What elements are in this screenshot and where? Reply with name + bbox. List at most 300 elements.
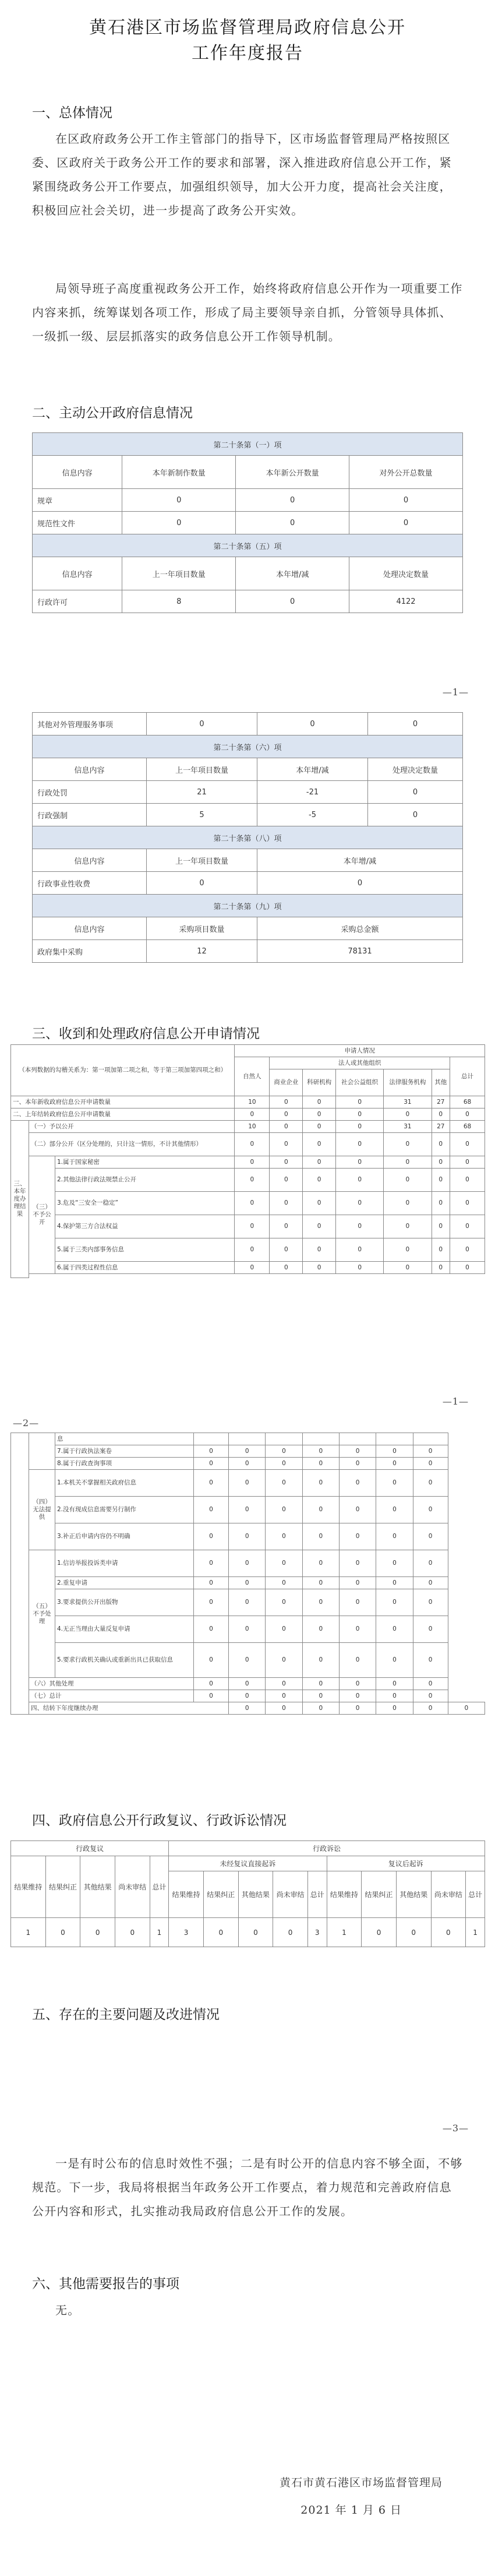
table-cell: 0 [303, 1215, 336, 1238]
table-cell: 0 [303, 1262, 336, 1274]
table-cell: 0 [339, 1470, 376, 1497]
table-cell: 0 [302, 1690, 339, 1702]
table-cell: 0 [302, 1589, 339, 1616]
table-cell: 0 [235, 1108, 270, 1121]
section-heading-review: 四、政府信息公开行政复议、行政诉讼情况 [32, 1813, 287, 1828]
table-cell: 0 [303, 1169, 336, 1192]
table-cell: 0 [368, 804, 463, 826]
table-header-cell: 处理决定数量 [368, 758, 463, 781]
signature-date: 2021 年 1 月 6 日 [300, 2504, 402, 2517]
table-row-label: 1.属于国家秘密 [55, 1156, 235, 1169]
table-band-row: 第二十条第（八）项 [33, 826, 463, 849]
table-header-cell: 其他结果 [238, 1871, 273, 1918]
section-heading-requests: 三、收到和处理政府信息公开申请情况 [32, 1026, 260, 1041]
table-cell: 0 [376, 1445, 413, 1458]
table-cell: 0 [339, 1690, 376, 1702]
table-cell: 0 [432, 1156, 450, 1169]
page-number: —2— [13, 1417, 40, 1428]
table-cell: 0 [339, 1589, 376, 1616]
requests-table-part2 [10, 1433, 485, 1715]
table-cell: 0 [336, 1192, 384, 1215]
section-heading-issues: 五、存在的主要问题及改进情况 [32, 2007, 220, 2022]
table-cell: 政府集中采购 [33, 940, 147, 963]
table-row-label: 6.属于四类过程性信息 [55, 1262, 235, 1274]
table-cell: 0 [413, 1616, 448, 1643]
table-cell: 0 [336, 1156, 384, 1169]
table-cell: 0 [368, 781, 463, 804]
table-cell: 0 [266, 1643, 302, 1678]
table-cell: 31 [384, 1096, 432, 1108]
table-cell: 0 [376, 1616, 413, 1643]
table-corner-cell: （本列数据的勾稽关系为：第一项加第二项之和，等于第三项加第四项之和） [11, 1045, 235, 1096]
table-group-label: （四）无法提供 [29, 1470, 55, 1550]
table-row-label: 5.要求行政机关确认或重新出具已获取信息 [55, 1643, 194, 1678]
table-cell: 0 [432, 1262, 450, 1274]
table-cell: 0 [194, 1643, 229, 1678]
table-cell: -21 [257, 781, 368, 804]
table-row-label: 1.信访举报投诉类申请 [55, 1550, 194, 1577]
table-cell: 0 [303, 1156, 336, 1169]
table-cell: 0 [413, 1497, 448, 1523]
table-cell: 0 [376, 1550, 413, 1577]
table-header-cell: 自然人 [235, 1057, 270, 1096]
table-cell: 10 [235, 1096, 270, 1108]
table-cell: 12 [147, 940, 257, 963]
table-cell: 0 [270, 1238, 303, 1262]
table-row-label: 8.属于行政查询事项 [55, 1458, 194, 1470]
table-cell: 0 [384, 1192, 432, 1215]
table-row-label: 1.本机关不掌握相关政府信息 [55, 1470, 194, 1497]
table-cell: 0 [450, 1215, 485, 1238]
table-cell: 0 [229, 1643, 266, 1678]
table-cell: 0 [270, 1096, 303, 1108]
table-row-label: 3.危及“三安全一稳定” [55, 1192, 235, 1215]
table-cell: 0 [432, 1192, 450, 1215]
table-cell: 0 [413, 1589, 448, 1616]
table-cell: 0 [303, 1133, 336, 1156]
table-cell: 0 [270, 1108, 303, 1121]
table-cell: 0 [302, 1616, 339, 1643]
table-cell: 0 [448, 1702, 485, 1715]
table-cell: 0 [235, 1156, 270, 1169]
table-header-cell: 行政诉讼 [169, 1841, 485, 1856]
table-cell: 0 [194, 1690, 229, 1702]
table-header-cell: 结果维持 [327, 1871, 362, 1918]
table-row-label: 4.保护第三方合法权益 [55, 1215, 235, 1238]
table-cell: 0 [413, 1523, 448, 1550]
table-header-cell: 对外公开总数量 [349, 456, 463, 489]
table-cell: 0 [432, 1169, 450, 1192]
table-cell: 0 [339, 1445, 376, 1458]
table-header-cell: 尚未审结 [431, 1871, 466, 1918]
review-litigation-table [10, 1840, 485, 1947]
table-cell: 0 [413, 1577, 448, 1589]
table-header-cell: 信息内容 [33, 849, 147, 872]
table-header-cell: 信息内容 [33, 758, 147, 781]
table-header-cell: 本年新制作数量 [122, 456, 236, 489]
table-cell: 0 [257, 713, 368, 736]
requests-table-part1 [10, 1044, 485, 1278]
table-cell: 0 [339, 1458, 376, 1470]
paragraph-issues: 一是有时公布的信息时效性不强；二是有时公开的信息内容不够全面，不够规范。下一步，我局将根据当年政务公开工作要点，着力规范和完善政府信息公开内容和形式，扎实推动我局政府信息公开工作的发展。 [32, 2156, 463, 2218]
table-row-label: 7.属于行政执法案卷 [55, 1445, 194, 1458]
table-cell: 0 [384, 1169, 432, 1192]
table-header-cell: 信息内容 [33, 456, 122, 489]
table-cell: 0 [194, 1445, 229, 1458]
table-cell: 0 [339, 1550, 376, 1577]
table-cell: 0 [302, 1678, 339, 1690]
paragraph-overview-1: 在区政府政务公开工作主管部门的指导下，区市场监督管理局严格按照区委、区政府关于政务公开工作的要求和部署，深入推进政府信息公开工作，紧紧围绕政务公开工作要点，加强组织领导，加大公开力度，提高社会关注度，积极回应社会关切，进一步提高了政务公开实效。 [32, 132, 452, 217]
table-band-row: 第二十条第（五）项 [33, 534, 463, 557]
table-cell: 0 [376, 1690, 413, 1702]
table-cell: 0 [270, 1192, 303, 1215]
table-cell: 规章 [33, 489, 122, 512]
table-cell: 27 [432, 1096, 450, 1108]
page-number: —1— [442, 1396, 469, 1407]
table-header-cell: 采购总金额 [257, 917, 463, 940]
table-cell: 0 [431, 1918, 466, 1947]
table-cell: 行政许可 [33, 590, 122, 613]
table-cell: 0 [235, 1238, 270, 1262]
table-header-cell: 其他 [432, 1069, 450, 1096]
report-title-line1: 黄石港区市场监督管理局政府信息公开 [89, 17, 406, 38]
table-header-cell: 上一年项目数量 [147, 758, 257, 781]
table-header-cell: 上一年项目数量 [122, 557, 236, 590]
table-cell: 0 [339, 1497, 376, 1523]
table-cell: 0 [413, 1702, 448, 1715]
table-cell: 0 [384, 1156, 432, 1169]
table-cell: 0 [236, 489, 349, 512]
table-header-cell: 结果维持 [11, 1856, 46, 1918]
table-cell: 0 [302, 1643, 339, 1678]
table-cell: 0 [229, 1550, 266, 1577]
table-cell: 0 [349, 512, 463, 534]
table-header-cell: 结果纠正 [45, 1856, 80, 1918]
table-cell: 1 [11, 1918, 46, 1947]
table-cell: 0 [270, 1121, 303, 1133]
table-cell: 0 [270, 1262, 303, 1274]
table-cell: 31 [384, 1121, 432, 1133]
table-cell: 0 [266, 1550, 302, 1577]
table-row-label: （二）部分公开（区分处理的，只计这一情形，不计其他情形） [29, 1133, 235, 1156]
section-heading-proactive: 二、主动公开政府信息情况 [32, 406, 193, 421]
table-cell: 规范性文件 [33, 512, 122, 534]
table-cell: 0 [376, 1678, 413, 1690]
table-cell: 0 [450, 1169, 485, 1192]
table-header-cell: 法人或其他组织 [270, 1057, 450, 1069]
table-cell: 10 [235, 1121, 270, 1133]
table-cell: 0 [80, 1918, 115, 1947]
table-header-cell: 本年增/减 [257, 758, 368, 781]
table-cell [194, 1433, 229, 1445]
table-header-cell: 信息内容 [33, 557, 122, 590]
table-cell: 0 [229, 1616, 266, 1643]
table-cell: 0 [339, 1523, 376, 1550]
table-row-label: 息 [55, 1433, 194, 1445]
table-row-label: 一、本年新收政府信息公开申请数量 [11, 1096, 235, 1108]
table-cell: 0 [122, 512, 236, 534]
table-band-row: 第二十条第（六）项 [33, 736, 463, 758]
table-cell: 0 [266, 1458, 302, 1470]
table-cell: 0 [235, 1169, 270, 1192]
table-cell: 0 [194, 1550, 229, 1577]
table-cell: 68 [450, 1096, 485, 1108]
table-cell: 0 [257, 872, 463, 895]
table-header-cell: 采购项目数量 [147, 917, 257, 940]
table-group-label: （三）不予公开 [29, 1156, 55, 1274]
table-header-cell: 总计 [307, 1871, 327, 1918]
table-cell: 0 [266, 1589, 302, 1616]
table-row-label: （七）总计 [29, 1690, 194, 1702]
table-cell: 0 [336, 1169, 384, 1192]
table-cell: 0 [413, 1470, 448, 1497]
table-band-row: 第二十条第（九）项 [33, 895, 463, 917]
table-cell: 0 [266, 1678, 302, 1690]
table-cell: 0 [302, 1523, 339, 1550]
table-cell: 0 [376, 1470, 413, 1497]
table-cell: 0 [384, 1238, 432, 1262]
table-cell: 0 [349, 489, 463, 512]
table-cell: 1 [150, 1918, 169, 1947]
table-header-cell: 其他结果 [396, 1871, 431, 1918]
table-cell: 0 [432, 1238, 450, 1262]
table-cell: 0 [336, 1215, 384, 1238]
table-cell: 0 [229, 1702, 266, 1715]
table-cell: 0 [229, 1458, 266, 1470]
table-cell: 0 [229, 1589, 266, 1616]
table-cell: 0 [302, 1497, 339, 1523]
table-cell: 0 [194, 1589, 229, 1616]
table-cell: 0 [336, 1108, 384, 1121]
table-header-cell: 处理决定数量 [349, 557, 463, 590]
table-cell [413, 1433, 448, 1445]
table-row-label: 2.没有现成信息需要另行制作 [55, 1497, 194, 1523]
table-cell: 0 [450, 1108, 485, 1121]
table-cell: 0 [396, 1918, 431, 1947]
table-cell: 0 [147, 872, 257, 895]
table-row-label: 3.补正后申请内容仍不明确 [55, 1523, 194, 1550]
table-cell: 0 [194, 1577, 229, 1589]
table-cell: 0 [147, 713, 257, 736]
table-cell: 0 [229, 1690, 266, 1702]
table-cell: 0 [339, 1702, 376, 1715]
table-band-row: 第二十条第（一）项 [33, 433, 463, 456]
table-cell: 68 [450, 1121, 485, 1133]
table-cell: 0 [336, 1262, 384, 1274]
table-header-cell: 总计 [150, 1856, 169, 1918]
table-cell: 行政事业性收费 [33, 872, 147, 895]
table-group-label: 三、本年度办理结果 [11, 1121, 29, 1278]
table-cell: 行政处罚 [33, 781, 147, 804]
table-row-label: 四、结转下年度继续办理 [29, 1702, 229, 1715]
table-cell: 0 [303, 1096, 336, 1108]
table-cell [266, 1433, 302, 1445]
table-cell: 0 [266, 1702, 302, 1715]
table-row-label: 二、上年结转政府信息公开申请数量 [11, 1108, 235, 1121]
table-cell: 0 [194, 1470, 229, 1497]
table-cell: 0 [450, 1192, 485, 1215]
table-cell: 0 [45, 1918, 80, 1947]
table-cell: 0 [266, 1497, 302, 1523]
table-cell: 0 [266, 1690, 302, 1702]
section-heading-overview: 一、总体情况 [32, 105, 112, 121]
table-cell: 0 [339, 1616, 376, 1643]
table-cell: 0 [376, 1643, 413, 1678]
table-cell: 0 [235, 1133, 270, 1156]
table-cell: -5 [257, 804, 368, 826]
table-header-cell: 总计 [466, 1871, 485, 1918]
paragraph-other: 无。 [55, 2303, 80, 2317]
table-cell: 0 [302, 1458, 339, 1470]
table-cell: 0 [235, 1215, 270, 1238]
table-cell: 0 [194, 1616, 229, 1643]
table-header-cell: 结果维持 [169, 1871, 204, 1918]
paragraph-overview-2: 局领导班子高度重视政务公开工作，始终将政府信息公开作为一项重要工作内容来抓，统筹谋划各项工作，形成了局主要领导亲自抓，分管领导具体抓、一级抓一级、层层抓落实的政务信息公开工作领导机制。 [32, 281, 463, 343]
table-cell: 0 [266, 1445, 302, 1458]
table-cell: 0 [203, 1918, 238, 1947]
table-cell: 0 [376, 1497, 413, 1523]
table-cell: 0 [336, 1238, 384, 1262]
table-cell: 0 [236, 590, 349, 613]
table-header-cell: 行政复议 [11, 1841, 169, 1856]
table-cell: 3 [169, 1918, 204, 1947]
page-number: —3— [442, 2123, 469, 2134]
proactive-disclosure-table-part2 [32, 712, 463, 963]
table-cell: 3 [307, 1918, 327, 1947]
table-cell: 0 [384, 1262, 432, 1274]
table-cell: 0 [413, 1445, 448, 1458]
table-cell: 0 [229, 1497, 266, 1523]
table-cell: 0 [303, 1108, 336, 1121]
table-cell: 21 [147, 781, 257, 804]
page-number: —1— [442, 687, 469, 698]
table-row-label: 3.要求提供公开出版物 [55, 1589, 194, 1616]
table-cell: 0 [450, 1156, 485, 1169]
table-cell: 0 [303, 1121, 336, 1133]
table-cell: 0 [303, 1238, 336, 1262]
table-cell: 0 [273, 1918, 308, 1947]
table-cell: 0 [376, 1523, 413, 1550]
table-cell: 5 [147, 804, 257, 826]
table-cell: 0 [384, 1108, 432, 1121]
table-cell: 0 [229, 1523, 266, 1550]
table-cell: 1 [466, 1918, 485, 1947]
table-header-cell: 本年增/减 [236, 557, 349, 590]
table-cell: 0 [302, 1577, 339, 1589]
table-group-label [29, 1433, 55, 1470]
table-cell: 0 [339, 1643, 376, 1678]
table-header-cell: 结果纠正 [203, 1871, 238, 1918]
table-cell: 0 [229, 1577, 266, 1589]
table-cell: 4122 [349, 590, 463, 613]
table-row-label: （一）予以公开 [29, 1121, 235, 1133]
table-cell: 0 [194, 1497, 229, 1523]
table-cell [302, 1433, 339, 1445]
table-cell: 0 [376, 1577, 413, 1589]
table-row-label: 2.其他法律行政法规禁止公开 [55, 1169, 235, 1192]
table-cell: 0 [229, 1470, 266, 1497]
table-cell: 78131 [257, 940, 463, 963]
table-header-cell: 法律服务机构 [384, 1069, 432, 1096]
table-group-label [11, 1433, 29, 1715]
table-cell [376, 1433, 413, 1445]
signature-organization: 黄石市黄石港区市场监督管理局 [279, 2476, 443, 2489]
table-cell: 0 [450, 1238, 485, 1262]
table-cell: 0 [302, 1445, 339, 1458]
table-cell: 0 [235, 1192, 270, 1215]
table-header-cell: 未经复议直接起诉 [169, 1856, 327, 1871]
table-cell: 0 [450, 1133, 485, 1156]
section-heading-other: 六、其他需要报告的事项 [32, 2276, 179, 2292]
table-cell: 0 [432, 1133, 450, 1156]
table-cell: 0 [384, 1133, 432, 1156]
table-cell: 行政强制 [33, 804, 147, 826]
table-cell: 0 [302, 1470, 339, 1497]
table-header-cell: 科研机构 [303, 1069, 336, 1096]
table-cell: 0 [194, 1678, 229, 1690]
table-cell: 0 [368, 713, 463, 736]
table-cell: 0 [270, 1169, 303, 1192]
table-header-cell: 总计 [450, 1057, 485, 1096]
table-cell: 0 [270, 1156, 303, 1169]
table-cell: 0 [302, 1550, 339, 1577]
table-header-cell: 尚未审结 [115, 1856, 150, 1918]
report-title-line2: 工作年度报告 [192, 43, 303, 64]
table-cell: 8 [122, 590, 236, 613]
table-cell: 0 [235, 1262, 270, 1274]
table-header-cell: 信息内容 [33, 917, 147, 940]
table-header-cell: 本年新公开数量 [236, 456, 349, 489]
table-header-cell: 结果纠正 [362, 1871, 397, 1918]
table-row-label: 4.无正当理由大量反复申请 [55, 1616, 194, 1643]
table-cell: 0 [376, 1589, 413, 1616]
table-cell: 0 [302, 1702, 339, 1715]
table-cell: 0 [270, 1215, 303, 1238]
table-cell: 0 [236, 512, 349, 534]
table-cell: 0 [413, 1643, 448, 1678]
table-cell: 0 [413, 1458, 448, 1470]
table-cell: 0 [229, 1678, 266, 1690]
table-cell: 0 [376, 1702, 413, 1715]
table-cell: 0 [336, 1096, 384, 1108]
table-cell: 0 [266, 1577, 302, 1589]
table-cell: 1 [327, 1918, 362, 1947]
table-cell: 0 [194, 1458, 229, 1470]
table-row-label: （六）其他处理 [29, 1678, 194, 1690]
table-cell: 27 [432, 1121, 450, 1133]
table-cell: 0 [432, 1215, 450, 1238]
table-cell: 0 [336, 1121, 384, 1133]
table-cell: 0 [339, 1577, 376, 1589]
table-cell: 0 [115, 1918, 150, 1947]
proactive-disclosure-table-part1 [32, 432, 463, 613]
table-cell: 0 [413, 1550, 448, 1577]
table-cell: 0 [376, 1458, 413, 1470]
table-cell: 其他对外管理服务事项 [33, 713, 147, 736]
table-header-cell: 社会公益组织 [336, 1069, 384, 1096]
table-header-cell: 商业企业 [270, 1069, 303, 1096]
table-cell: 0 [432, 1108, 450, 1121]
table-cell: 0 [229, 1445, 266, 1458]
table-cell: 0 [413, 1678, 448, 1690]
table-header-cell: 复议后起诉 [327, 1856, 485, 1871]
table-row-label: 5.属于三类内部事务信息 [55, 1238, 235, 1262]
table-group-label: （五）不予处理 [29, 1550, 55, 1678]
table-cell: 0 [266, 1470, 302, 1497]
table-cell [229, 1433, 266, 1445]
table-header-cell: 上一年项目数量 [147, 849, 257, 872]
table-header-cell: 本年增/减 [257, 849, 463, 872]
